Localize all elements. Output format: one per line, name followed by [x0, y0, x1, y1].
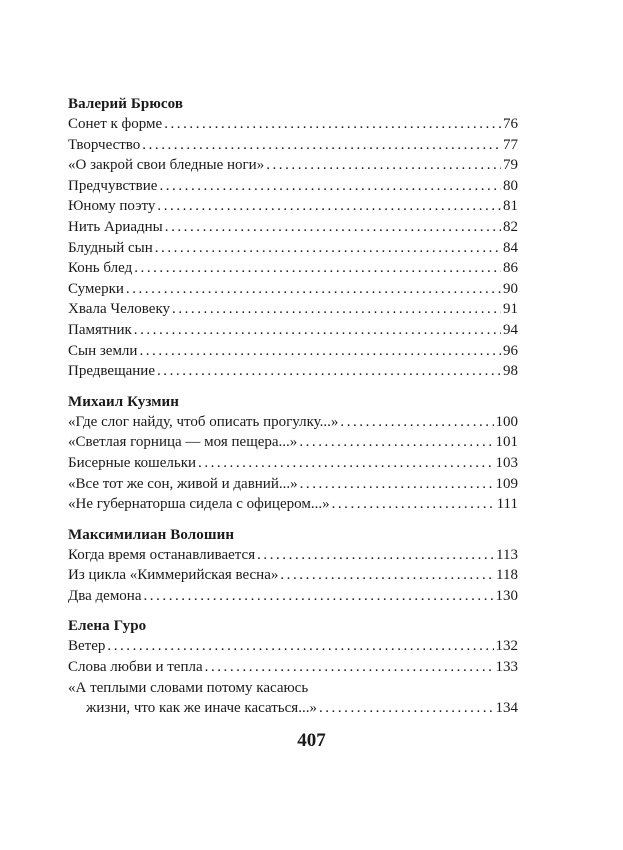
entry-page: 109 — [495, 475, 518, 492]
toc-section-voloshin — [68, 525, 518, 607]
entry-title: Конь блед — [68, 260, 133, 277]
dot-leader — [300, 474, 494, 495]
entry-title-line1: «А теплыми словами потому касаюсь — [68, 679, 309, 696]
entry-page: 111 — [496, 496, 518, 513]
dot-leader — [280, 565, 494, 586]
entry-page: 94 — [503, 321, 518, 338]
entry-title: Предвещание — [68, 363, 155, 380]
entry-page: 96 — [503, 342, 518, 359]
entry-page: 132 — [495, 638, 518, 655]
entry-page: 81 — [503, 198, 518, 215]
dot-leader — [126, 279, 501, 300]
dot-leader — [164, 114, 501, 135]
toc-section-kuzmin — [68, 392, 518, 515]
entry-title: Два демона — [68, 587, 142, 604]
entry-title: Когда время останавливается — [68, 546, 256, 563]
entry-page: 84 — [503, 239, 518, 256]
dot-leader — [198, 453, 493, 474]
dot-leader — [332, 494, 495, 515]
entry-title: «Не губернаторша сидела с офицером...» — [68, 496, 330, 513]
toc-entry[interactable] — [68, 155, 518, 176]
toc-entry[interactable] — [68, 217, 518, 238]
toc-entry[interactable] — [68, 586, 518, 607]
toc-entry[interactable] — [68, 279, 518, 300]
entry-title: «Все тот же сон, живой и давний...» — [68, 475, 298, 492]
toc-entry[interactable] — [68, 657, 518, 678]
entry-title: Сумерки — [68, 280, 124, 297]
toc-entry[interactable] — [68, 545, 518, 566]
entry-title: Сонет к форме — [68, 116, 163, 132]
toc-entry[interactable] — [68, 432, 518, 453]
entry-page: 101 — [495, 434, 518, 451]
toc-entry[interactable] — [68, 135, 518, 156]
toc-entry[interactable] — [68, 361, 518, 382]
entry-title: Ветер — [68, 638, 106, 655]
dot-leader — [159, 176, 501, 197]
entry-page: 133 — [495, 659, 518, 676]
dot-leader — [157, 361, 501, 382]
entry-title: Нить Ариадны — [68, 218, 163, 235]
dot-leader — [257, 545, 494, 566]
dot-leader — [155, 238, 501, 259]
entry-page: 90 — [503, 280, 518, 297]
dot-leader — [142, 135, 501, 156]
entry-title: Бисерные кошельки — [68, 454, 197, 471]
entry-title: «Светлая горница — моя пещера...» — [68, 434, 298, 451]
entry-page: 76 — [503, 116, 518, 132]
entry-title: «О закрой свои бледные ноги» — [68, 157, 265, 174]
entry-page: 79 — [503, 157, 518, 174]
dot-leader — [266, 155, 501, 176]
entry-page: 80 — [503, 177, 518, 194]
entry-title: Блудный сын — [68, 239, 153, 256]
toc-entry[interactable] — [68, 474, 518, 495]
toc-section-bryusov — [68, 94, 518, 382]
toc-entry[interactable] — [68, 412, 518, 433]
entry-title: Из цикла «Киммерийская весна» — [68, 567, 279, 584]
toc-entry[interactable] — [68, 494, 518, 515]
entry-title: Памятник — [68, 321, 132, 338]
dot-leader — [157, 196, 501, 217]
entry-title: Предчувствие — [68, 177, 158, 194]
toc-section-guro — [68, 616, 518, 718]
dot-leader — [134, 320, 501, 341]
table-of-contents — [68, 94, 518, 729]
entry-page: 77 — [503, 136, 518, 153]
dot-leader — [340, 412, 493, 433]
entry-title-line2: жизни, что как же иначе касаться...» — [86, 700, 317, 717]
toc-entry[interactable] — [68, 114, 518, 135]
entry-page: 82 — [503, 218, 518, 235]
entry-page: 100 — [495, 413, 518, 430]
entry-title: Хвала Человеку — [68, 301, 171, 318]
entry-page: 134 — [495, 700, 518, 717]
toc-entry[interactable] — [68, 341, 518, 362]
entry-continuation — [68, 698, 518, 719]
toc-entry[interactable] — [68, 565, 518, 586]
toc-entry[interactable] — [68, 320, 518, 341]
section-author: Михаил Кузмин — [68, 393, 180, 410]
toc-entry[interactable] — [68, 258, 518, 279]
entry-title: Творчество — [68, 136, 141, 153]
dot-leader — [319, 698, 494, 719]
dot-leader — [144, 586, 494, 607]
entry-title: «Где слог найду, чтоб описать прогулку...» — [68, 413, 339, 430]
entry-page: 86 — [503, 260, 518, 277]
toc-entry[interactable] — [68, 299, 518, 320]
entry-page: 113 — [496, 546, 518, 563]
dot-leader — [205, 657, 494, 678]
section-author: Елена Гуро — [68, 618, 147, 635]
entry-title: Слова любви и тепла — [68, 659, 203, 676]
entry-page: 130 — [495, 587, 518, 604]
dot-leader — [107, 636, 493, 657]
dot-leader — [165, 217, 501, 238]
entry-title: Сын земли — [68, 342, 138, 359]
dot-leader — [299, 432, 493, 453]
section-author: Валерий Брюсов — [68, 96, 184, 112]
entry-page: 103 — [495, 454, 518, 471]
toc-entry-multiline[interactable] — [68, 678, 518, 719]
toc-entry[interactable] — [68, 238, 518, 259]
toc-entry[interactable] — [68, 196, 518, 217]
dot-leader — [134, 258, 501, 279]
entry-page: 98 — [503, 363, 518, 380]
entry-title: Юному поэту — [68, 198, 156, 215]
section-author: Максимилиан Волошин — [68, 526, 235, 543]
dot-leader — [139, 341, 501, 362]
entry-page: 118 — [496, 567, 518, 584]
toc-entry[interactable] — [68, 453, 518, 474]
entry-page: 91 — [503, 301, 518, 318]
dot-leader — [172, 299, 501, 320]
page-number: 407 — [297, 730, 326, 751]
toc-entry[interactable] — [68, 176, 518, 197]
toc-entry[interactable] — [68, 636, 518, 657]
